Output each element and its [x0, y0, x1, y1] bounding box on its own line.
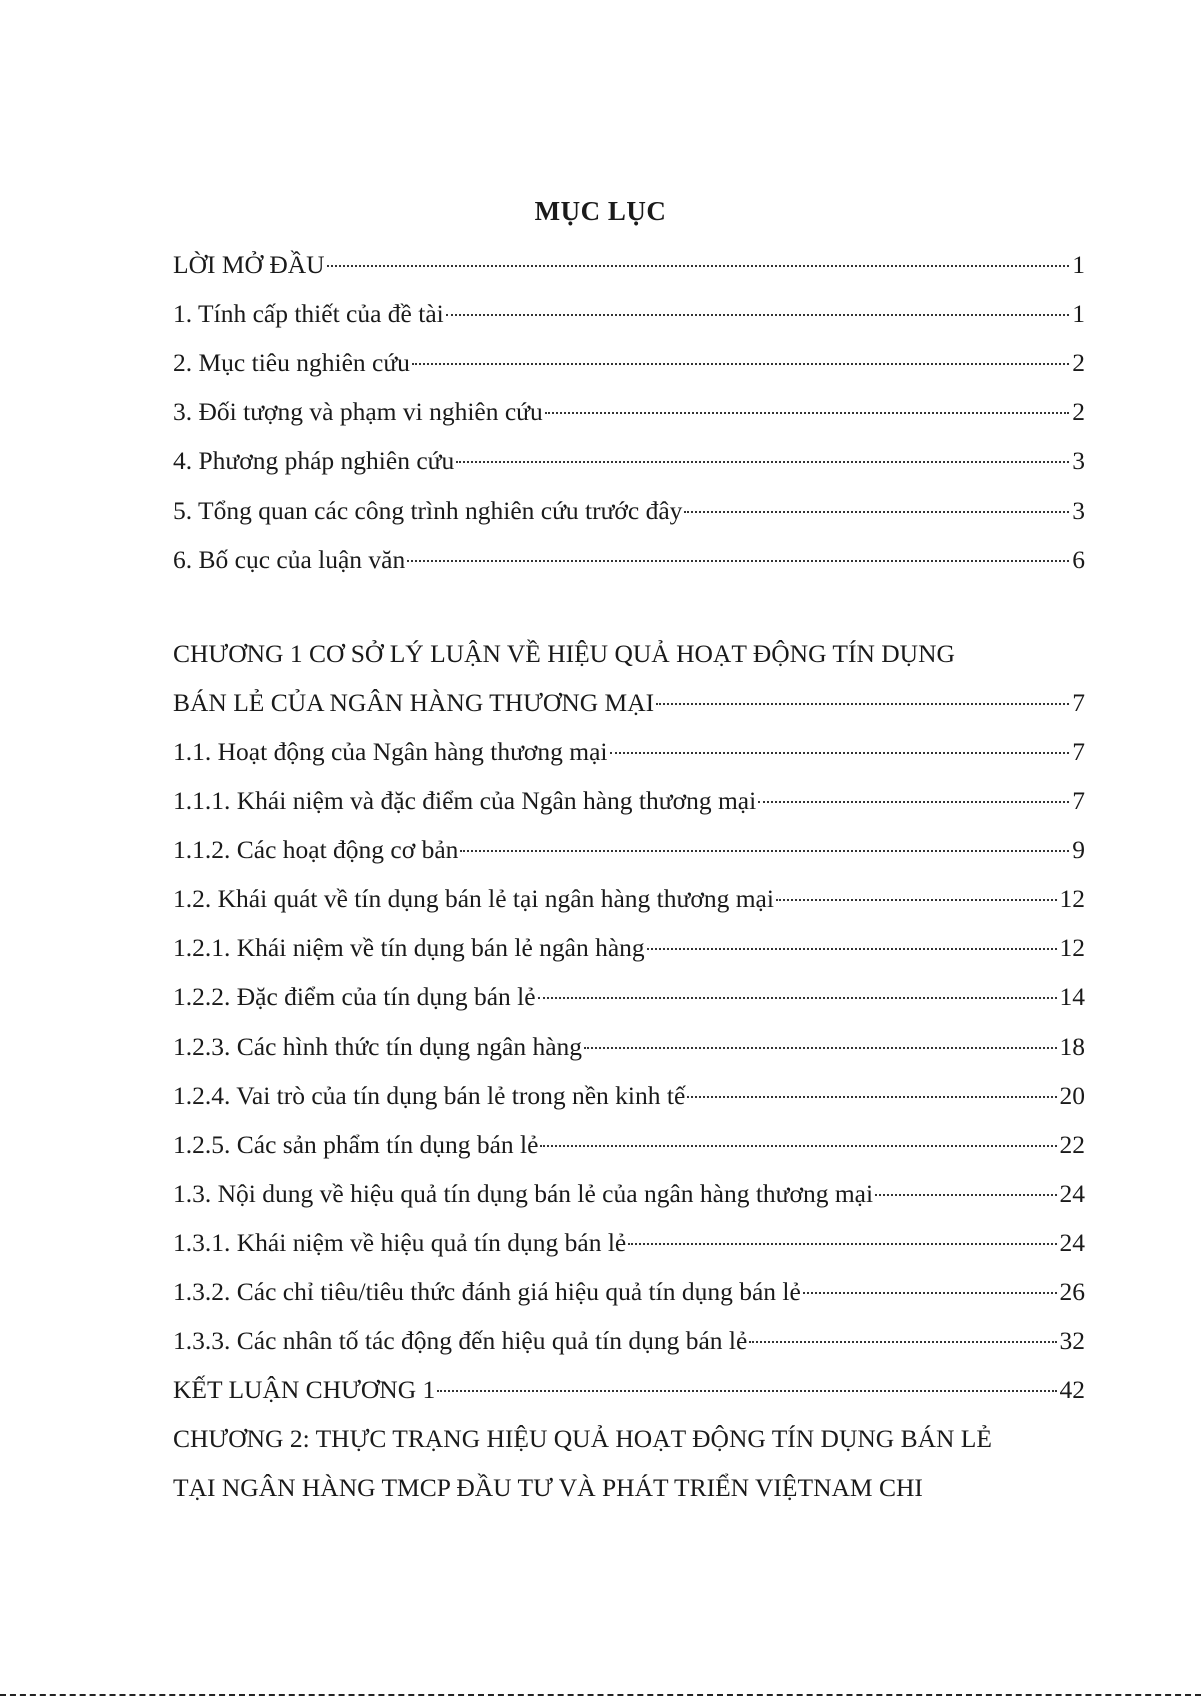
dot-leader: [460, 850, 1069, 852]
toc-entry-page: 2: [1072, 397, 1085, 426]
toc-entry-page: 7: [1072, 688, 1085, 717]
toc-entry-1-3-3[interactable]: [173, 1324, 1085, 1358]
toc-entry-label: 1.2.4. Vai trò của tín dụng bán lẻ trong nền kinh tế: [173, 1081, 686, 1110]
toc-entry-label: 1. Tính cấp thiết của đề tài: [173, 299, 444, 328]
toc-entry-label: 1.1.2. Các hoạt động cơ bản: [173, 835, 459, 864]
toc-entry-tinh-cap-thiet[interactable]: [173, 297, 1085, 331]
toc-entry-page: 6: [1072, 545, 1085, 574]
toc-chapter2-heading-line1[interactable]: CHƯƠNG 2: THỰC TRẠNG HIỆU QUẢ HOẠT ĐỘNG TÍN DỤNG BÁN LẺ: [173, 1424, 992, 1453]
toc-entry-page: 20: [1059, 1081, 1085, 1110]
dot-leader: [446, 314, 1070, 316]
toc-entry-page: 24: [1059, 1228, 1085, 1257]
dot-leader: [875, 1194, 1056, 1196]
toc-entry-label: 1.1.1. Khái niệm và đặc điểm của Ngân hàng thương mại: [173, 786, 757, 815]
toc-entry-label: BÁN LẺ CỦA NGÂN HÀNG THƯƠNG MẠI: [173, 688, 655, 717]
dot-leader: [327, 265, 1070, 267]
page-title: MỤC LỤC: [534, 196, 667, 226]
toc-entry-page: 14: [1059, 982, 1085, 1011]
toc-entry-label: 1.2. Khái quát về tín dụng bán lẻ tại ngân hàng thương mại: [173, 884, 774, 913]
toc-entry-1-3[interactable]: [173, 1177, 1085, 1211]
toc-entry-page: 26: [1059, 1277, 1085, 1306]
page-bottom-edge: [0, 1694, 1201, 1698]
dot-leader: [776, 899, 1057, 901]
toc-entry-label: 2. Mục tiêu nghiên cứu: [173, 348, 410, 377]
toc-entry-page: 18: [1059, 1032, 1085, 1061]
toc-entry-1-2-1[interactable]: [173, 931, 1085, 965]
dot-leader: [456, 461, 1069, 463]
toc-entry-label: 1.2.3. Các hình thức tín dụng ngân hàng: [173, 1032, 583, 1061]
dot-leader: [407, 560, 1069, 562]
toc-entry-page: 12: [1059, 933, 1085, 962]
toc-entry-page: 12: [1059, 884, 1085, 913]
toc-entry-loi-mo-dau[interactable]: [173, 248, 1085, 282]
toc-entry-page: 1: [1072, 250, 1085, 279]
toc-entry-1-3-1[interactable]: [173, 1226, 1085, 1260]
dot-leader: [758, 801, 1069, 803]
dot-leader: [684, 511, 1069, 513]
toc-entry-page: 7: [1072, 786, 1085, 815]
toc-entry-1-3-2[interactable]: [173, 1275, 1085, 1309]
toc-entry-label: LỜI MỞ ĐẦU: [173, 250, 325, 279]
toc-entry-label: 1.2.1. Khái niệm về tín dụng bán lẻ ngân hàng: [173, 933, 645, 962]
toc-chapter2-heading-line2[interactable]: TẠI NGÂN HÀNG TMCP ĐẦU TƯ VÀ PHÁT TRIỂN VIỆTNAM CHI: [173, 1473, 923, 1502]
dot-leader: [803, 1292, 1057, 1294]
dot-leader: [412, 363, 1069, 365]
toc-entry-label: 1.3.1. Khái niệm về hiệu quả tín dụng bán lẻ: [173, 1228, 627, 1257]
toc-entry-page: 3: [1072, 496, 1085, 525]
toc-entry-bo-cuc[interactable]: [173, 543, 1085, 577]
toc-entry-label: 4. Phương pháp nghiên cứu: [173, 446, 455, 475]
dot-leader: [749, 1341, 1056, 1343]
toc-entry-page: 22: [1059, 1130, 1085, 1159]
toc-entry-doi-tuong[interactable]: [173, 395, 1085, 429]
toc-entry-page: 24: [1059, 1179, 1085, 1208]
toc-entry-label: 1.2.5. Các sản phẩm tín dụng bán lẻ: [173, 1130, 539, 1159]
toc-entry-1-2-2[interactable]: [173, 980, 1085, 1014]
toc-entry-label: 1.3.2. Các chỉ tiêu/tiêu thức đánh giá hiệu quả tín dụng bán lẻ: [173, 1277, 801, 1306]
dot-leader: [538, 997, 1057, 999]
toc-entry-1-2-4[interactable]: [173, 1079, 1085, 1113]
toc-entry-1-1-1[interactable]: [173, 784, 1085, 818]
dot-leader: [647, 948, 1057, 950]
toc-entry-label: 1.1. Hoạt động của Ngân hàng thương mại: [173, 737, 608, 766]
toc-entry-label: 1.2.2. Đặc điểm của tín dụng bán lẻ: [173, 982, 536, 1011]
toc-entry-label: 6. Bố cục của luận văn: [173, 545, 406, 574]
toc-chapter1-heading-line1[interactable]: CHƯƠNG 1 CƠ SỞ LÝ LUẬN VỀ HIỆU QUẢ HOẠT ĐỘNG TÍN DỤNG: [173, 639, 955, 668]
toc-entry-label: 3. Đối tượng và phạm vi nghiên cứu: [173, 397, 543, 426]
toc-entry-page: 9: [1072, 835, 1085, 864]
dot-leader: [610, 752, 1070, 754]
dot-leader: [540, 1145, 1056, 1147]
dot-leader: [687, 1096, 1056, 1098]
toc-entry-label: 5. Tổng quan các công trình nghiên cứu trước đây: [173, 496, 683, 525]
toc-entry-page: 2: [1072, 348, 1085, 377]
toc-entry-ket-luan-chuong-1[interactable]: [173, 1373, 1085, 1407]
toc-entry-1-2[interactable]: [173, 882, 1085, 916]
dot-leader: [545, 412, 1070, 414]
toc-entry-1-1[interactable]: [173, 735, 1085, 769]
dot-leader: [628, 1243, 1056, 1245]
toc-entry-page: 42: [1059, 1375, 1085, 1404]
dot-leader: [584, 1047, 1056, 1049]
dot-leader: [437, 1390, 1056, 1392]
toc-entry-muc-tieu[interactable]: [173, 346, 1085, 380]
toc-entry-page: 7: [1072, 737, 1085, 766]
toc-entry-label: 1.3.3. Các nhân tố tác động đến hiệu quả tín dụng bán lẻ: [173, 1326, 748, 1355]
toc-entry-tong-quan[interactable]: [173, 494, 1085, 528]
toc-entry-chapter1[interactable]: [173, 686, 1085, 720]
toc-entry-page: 1: [1072, 299, 1085, 328]
toc-entry-label: 1.3. Nội dung về hiệu quả tín dụng bán lẻ của ngân hàng thương mại: [173, 1179, 874, 1208]
toc-entry-page: 32: [1059, 1326, 1085, 1355]
toc-entry-1-1-2[interactable]: [173, 833, 1085, 867]
toc-entry-1-2-3[interactable]: [173, 1030, 1085, 1064]
toc-entry-phuong-phap[interactable]: [173, 444, 1085, 478]
toc-entry-label: KẾT LUẬN CHƯƠNG 1: [173, 1375, 436, 1404]
dot-leader: [656, 703, 1069, 705]
toc-entry-1-2-5[interactable]: [173, 1128, 1085, 1162]
toc-entry-page: 3: [1072, 446, 1085, 475]
